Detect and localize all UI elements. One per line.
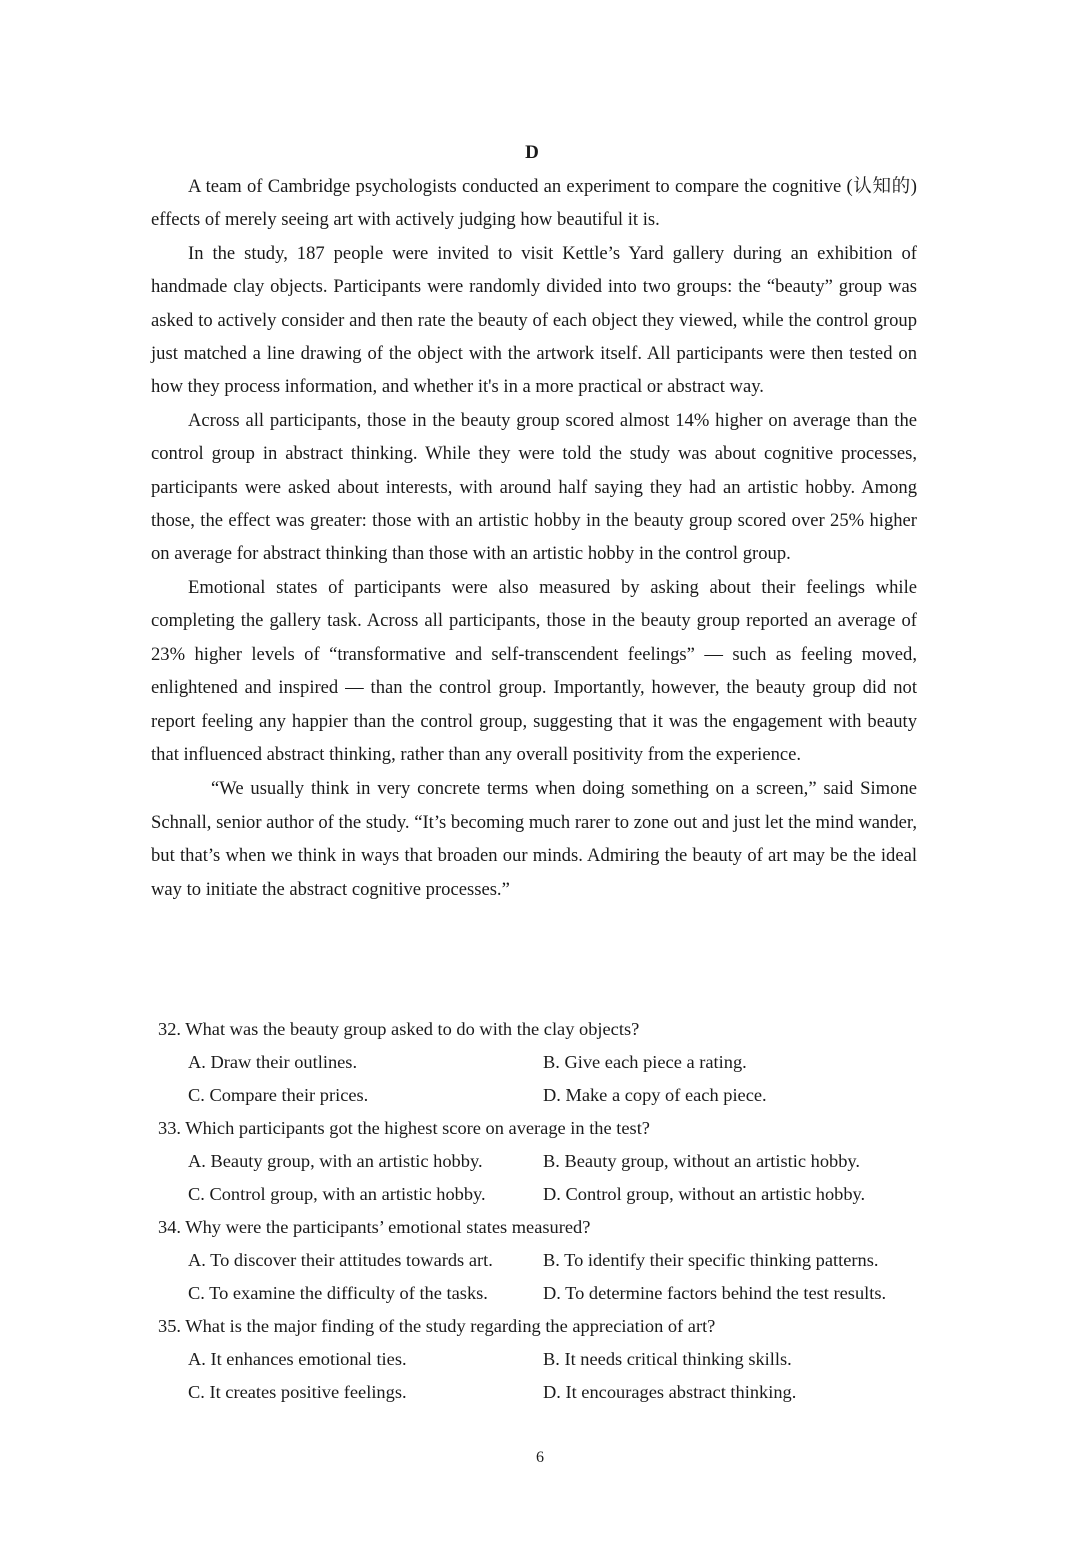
option-a: A. Draw their outlines. [188, 1052, 358, 1072]
question-stem: 35. What is the major finding of the study regarding the appreciation of art? [158, 1316, 716, 1336]
question-34 [158, 1211, 918, 1310]
option-d: D. Control group, without an artistic hobby. [543, 1184, 866, 1204]
passage-paragraph-5: “We usually think in very concrete terms when doing something on a screen,” said Simone Schnall, senior author of the study. “It’s becoming much rarer to zone out and just let the mind wander, but that’s when we think in ways that broaden our minds. Admiring the beauty of art may be the ideal way to initiate the abstract cognitive processes.” [151, 778, 917, 900]
question-stem: 34. Why were the participants’ emotional states measured? [158, 1217, 591, 1237]
question-stem: 32. What was the beauty group asked to do with the clay objects? [158, 1019, 640, 1039]
option-b: B. It needs critical thinking skills. [543, 1349, 792, 1369]
reading-passage [151, 170, 917, 906]
option-grid [158, 1046, 918, 1112]
passage-paragraph-1: A team of Cambridge psychologists conducted an experiment to compare the cognitive (认知的) effects of merely seeing art with actively judging how beautiful it is. [151, 176, 917, 231]
option-b: B. Give each piece a rating. [543, 1052, 747, 1072]
passage-paragraph-2: In the study, 187 people were invited to visit Kettle’s Yard gallery during an exhibition of handmade clay objects. Participants were randomly divided into two groups: the “beauty” group was asked to actively consider and then rate the beauty of each object they viewed, while the control group just matched a line drawing of the object with the artwork itself. All participants were then tested on how they process information, and whether it's in a more practical or abstract way. [151, 242, 917, 398]
option-c: C. It creates positive feelings. [188, 1382, 407, 1402]
question-stem: 33. Which participants got the highest score on average in the test? [158, 1118, 650, 1138]
option-grid [158, 1145, 918, 1211]
question-32 [158, 1013, 918, 1112]
section-title: D [525, 142, 539, 163]
option-b: B. To identify their specific thinking patterns. [543, 1250, 879, 1270]
page-number: 6 [536, 1449, 544, 1466]
option-a: A. It enhances emotional ties. [188, 1349, 407, 1369]
passage-paragraph-4: Emotional states of participants were also measured by asking about their feelings while completing the gallery task. Across all participants, those in the beauty group reported an average of 23% higher levels of “transformative and self-transcendent feelings” — such as feeling moved, enlightened and inspired — than the control group. Importantly, however, the beauty group did not report feeling any happier than the control group, suggesting that it was the engagement with beauty that influenced abstract thinking, rather than any overall positivity from the experience. [151, 576, 917, 765]
option-a: A. To discover their attitudes towards art. [188, 1250, 493, 1270]
option-grid [158, 1343, 918, 1409]
option-c: C. Compare their prices. [188, 1085, 369, 1105]
question-35 [158, 1310, 918, 1409]
option-d: D. To determine factors behind the test results. [543, 1283, 887, 1303]
option-c: C. To examine the difficulty of the tasks. [188, 1283, 488, 1303]
option-c: C. Control group, with an artistic hobby. [188, 1184, 486, 1204]
option-b: B. Beauty group, without an artistic hobby. [543, 1151, 861, 1171]
option-a: A. Beauty group, with an artistic hobby. [188, 1151, 483, 1171]
passage-paragraph-3: Across all participants, those in the beauty group scored almost 14% higher on average than the control group in abstract thinking. While they were told the study was about cognitive processes, participants were asked about interests, with around half saying they had an artistic hobby. Among those, the effect was greater: those with an artistic hobby in the beauty group scored over 25% higher on average for abstract thinking than those with an artistic hobby in the control group. [151, 409, 917, 565]
option-d: D. It encourages abstract thinking. [543, 1382, 797, 1402]
option-d: D. Make a copy of each piece. [543, 1085, 767, 1105]
question-33 [158, 1112, 918, 1211]
option-grid [158, 1244, 918, 1310]
question-list [158, 1013, 918, 1409]
